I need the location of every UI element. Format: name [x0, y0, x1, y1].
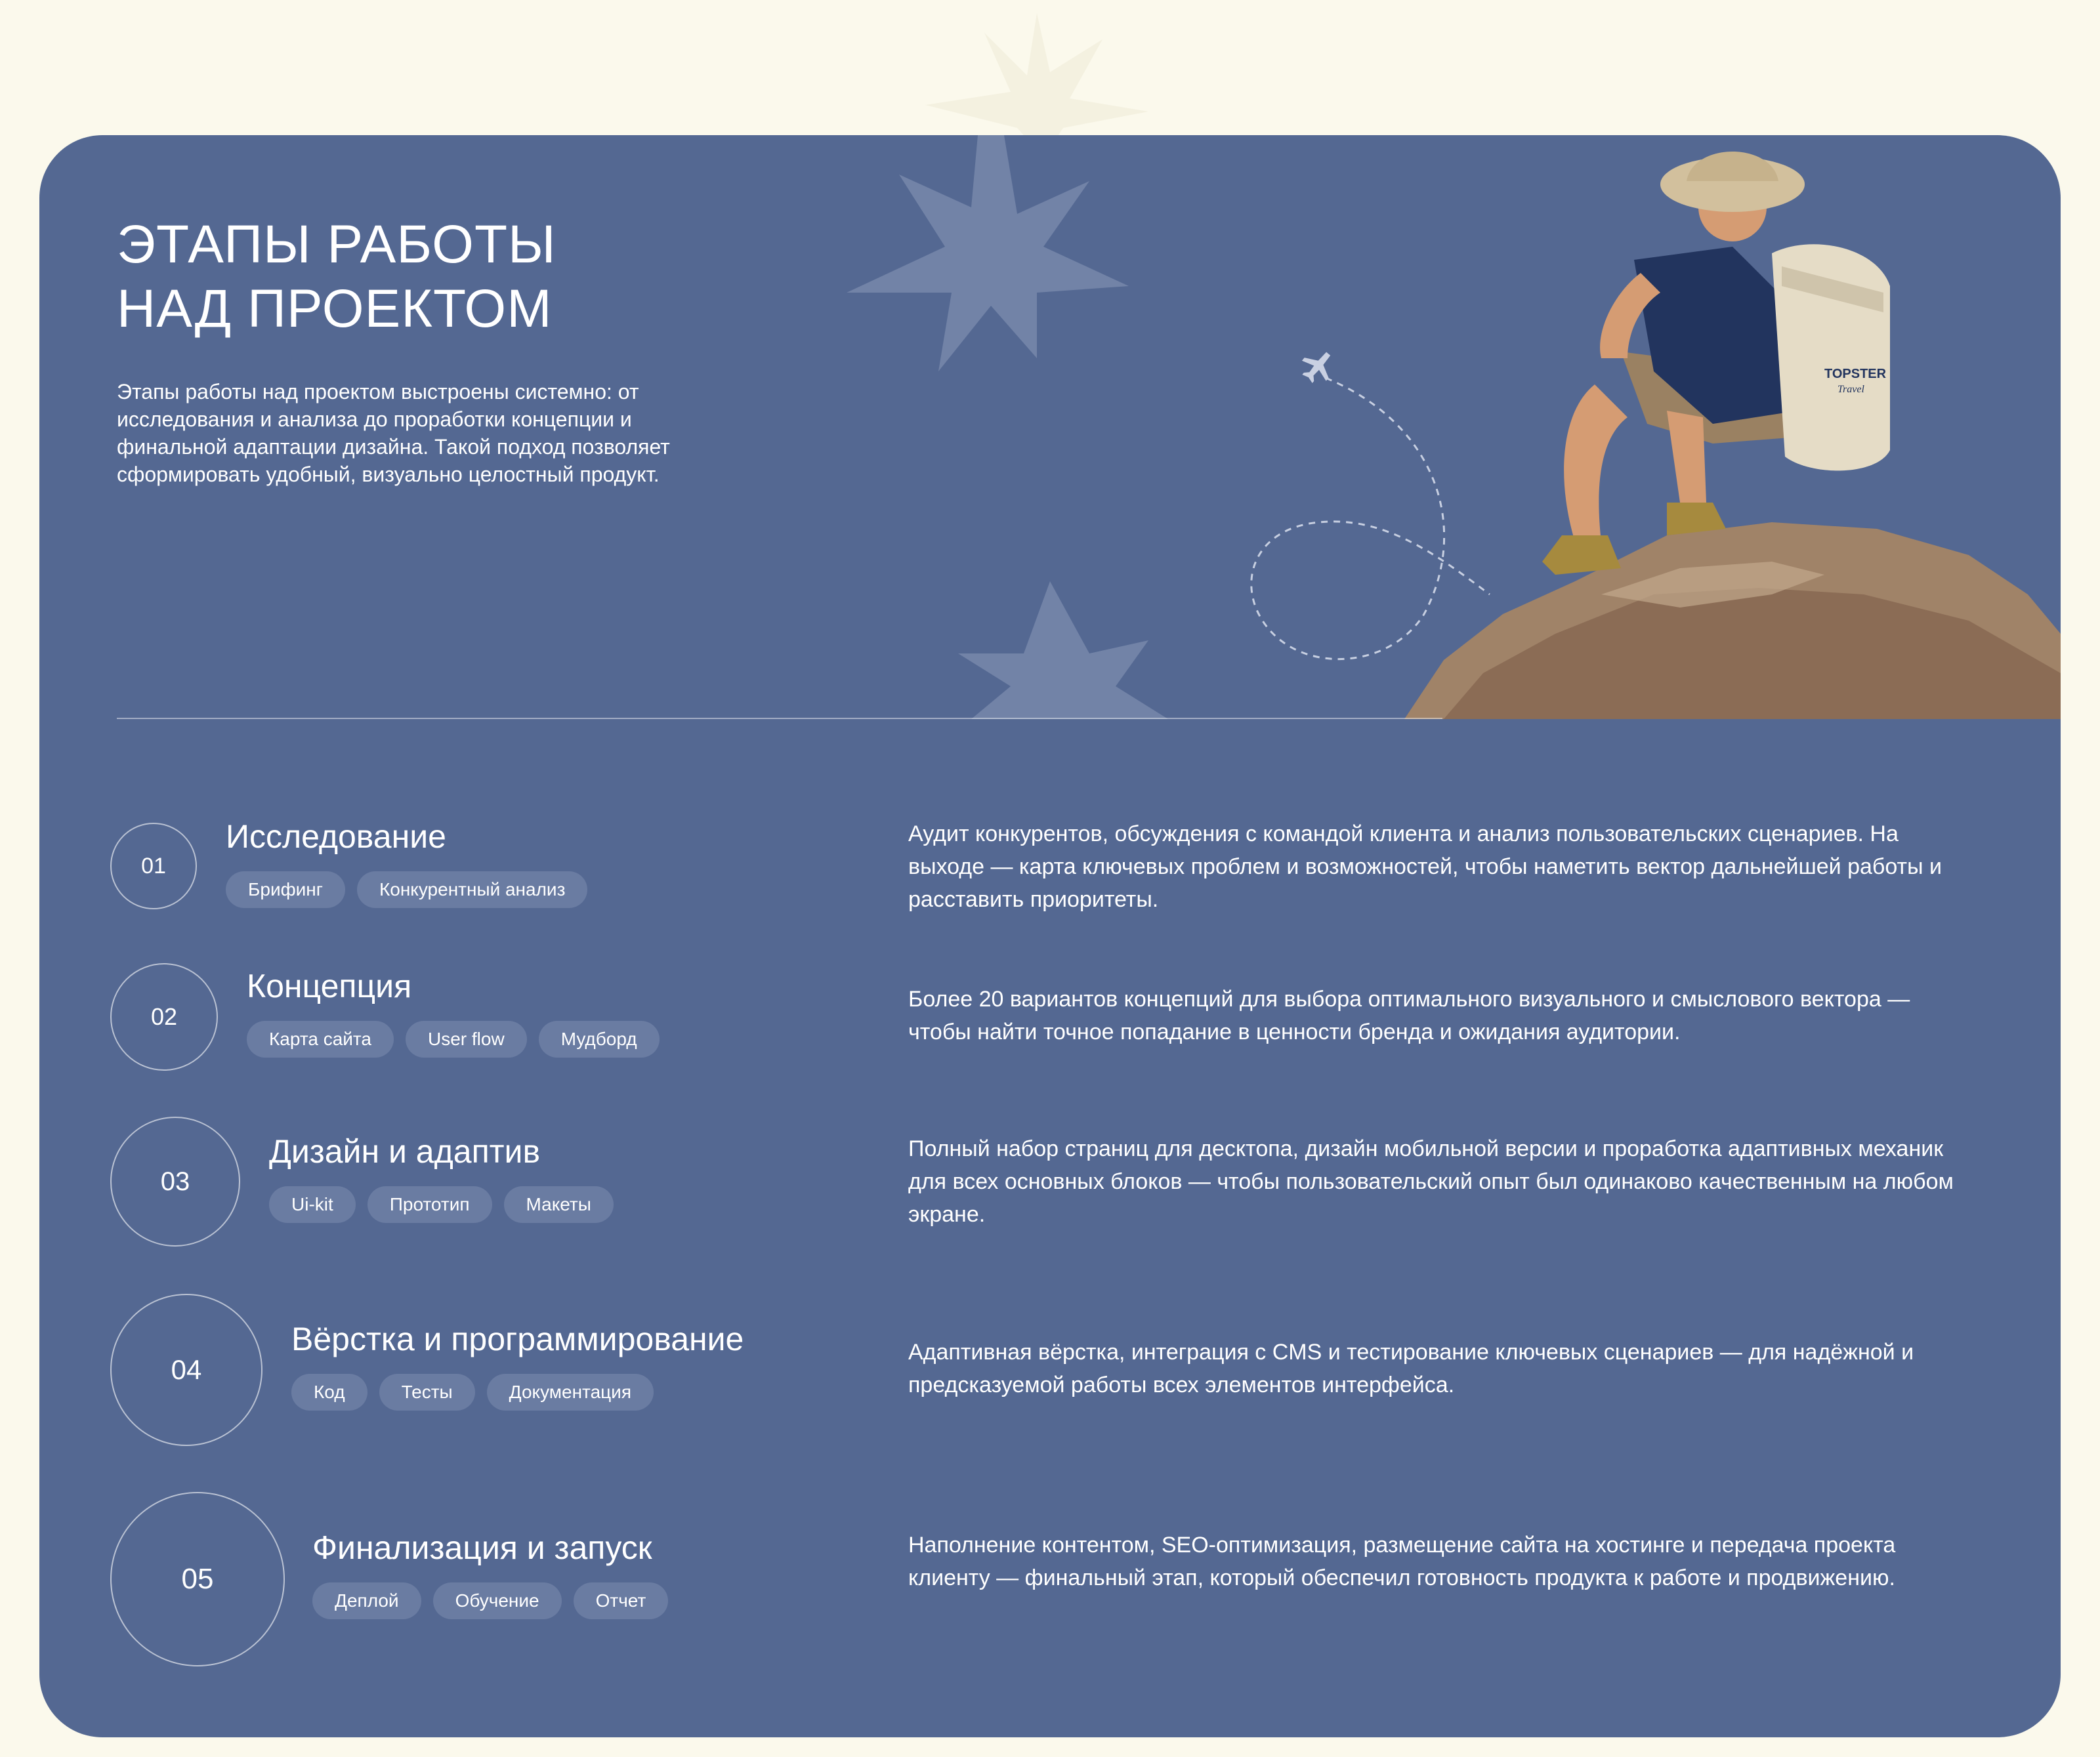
stage-description: Адаптивная вёрстка, интеграция с CMS и тестирование ключевых сценариев — для надёжной и предсказуемой работы всех элементов интерфейса.	[908, 1340, 1914, 1397]
stage-tags	[291, 1374, 654, 1411]
tag-chip: Тесты	[379, 1374, 475, 1411]
section-divider	[117, 718, 1442, 719]
stage-number-circle	[110, 963, 218, 1071]
stage-title: Исследование	[226, 818, 446, 855]
tag-chip: Обучение	[433, 1582, 562, 1619]
page-title	[117, 213, 773, 341]
tag-chip: Мудборд	[539, 1021, 660, 1058]
intro-text: Этапы работы над проектом выстроены системно: от исследования и анализа до проработки концепции и финальной адаптации дизайна. Такой подход позволяет сформировать удобный, визуально целостный продукт.	[117, 380, 670, 486]
traveler-on-rock-image	[1404, 135, 2061, 719]
backpack-logo-sub: Travel	[1838, 384, 1864, 395]
title-line-2: НАД ПРОЕКТОМ	[117, 279, 553, 339]
tag-chip: Брифинг	[226, 871, 345, 908]
stages-card	[39, 135, 2061, 1737]
airplane-icon	[1295, 344, 1341, 389]
stage-description: Более 20 вариантов концепций для выбора оптимального визуального и смыслового вектора — чтобы найти точное попадание в ценности бренда и ожидания аудитории.	[908, 987, 1910, 1044]
tag-chip: Код	[291, 1374, 368, 1411]
stage-tags	[247, 1021, 660, 1058]
star-shape-icon	[847, 135, 1129, 371]
stage-number: 02	[150, 1003, 178, 1030]
stage-number-circle	[110, 1117, 240, 1247]
stage-title: Дизайн и адаптив	[269, 1133, 541, 1170]
tag-chip: Документация	[487, 1374, 654, 1411]
tag-chip: Деплой	[312, 1582, 421, 1619]
backpack-logo: TOPSTER	[1824, 367, 1887, 381]
tag-chip: Карта сайта	[247, 1021, 394, 1058]
stage-title: Финализация и запуск	[312, 1529, 652, 1566]
stage-tags	[269, 1186, 614, 1223]
stage-number-circle	[110, 1294, 262, 1446]
tag-chip: User flow	[406, 1021, 527, 1058]
stage-number: 01	[141, 853, 166, 878]
stage-tags	[226, 871, 587, 908]
tag-chip: Прототип	[368, 1186, 492, 1223]
tag-chip: Конкурентный анализ	[357, 871, 587, 908]
stage-number: 03	[160, 1167, 190, 1196]
stage-number-circle	[110, 823, 197, 909]
stage-title: Вёрстка и программирование	[291, 1321, 744, 1357]
stage-title: Концепция	[247, 968, 412, 1004]
tag-chip: Макеты	[504, 1186, 614, 1223]
stage-number: 04	[171, 1354, 202, 1385]
stage-tags	[312, 1582, 668, 1619]
tag-chip: Отчет	[574, 1582, 669, 1619]
stage-number-circle	[110, 1492, 285, 1666]
title-line-1: ЭТАПЫ РАБОТЫ	[117, 215, 556, 274]
tag-chip: Ui-kit	[269, 1186, 356, 1223]
stage-description: Наполнение контентом, SEO-оптимизация, размещение сайта на хостинге и передача проекта клиенту — финальный этап, который обеспечил готовность продукта к работе и продвижению.	[908, 1533, 1896, 1590]
star-shape-icon	[958, 581, 1168, 719]
stage-description: Полный набор страниц для десктопа, дизайн мобильной версии и проработка адаптивных механик для всех основных блоков — чтобы пользовательский опыт был одинаково качественным на любом экране.	[908, 1136, 1954, 1227]
stage-description: Аудит конкурентов, обсуждения с командой клиента и анализ пользовательских сценариев. На выходе — карта ключевых проблем и возможностей, чтобы наметить вектор дальнейшей работы и расставить приоритеты.	[908, 821, 1942, 912]
stage-number: 05	[181, 1563, 214, 1595]
